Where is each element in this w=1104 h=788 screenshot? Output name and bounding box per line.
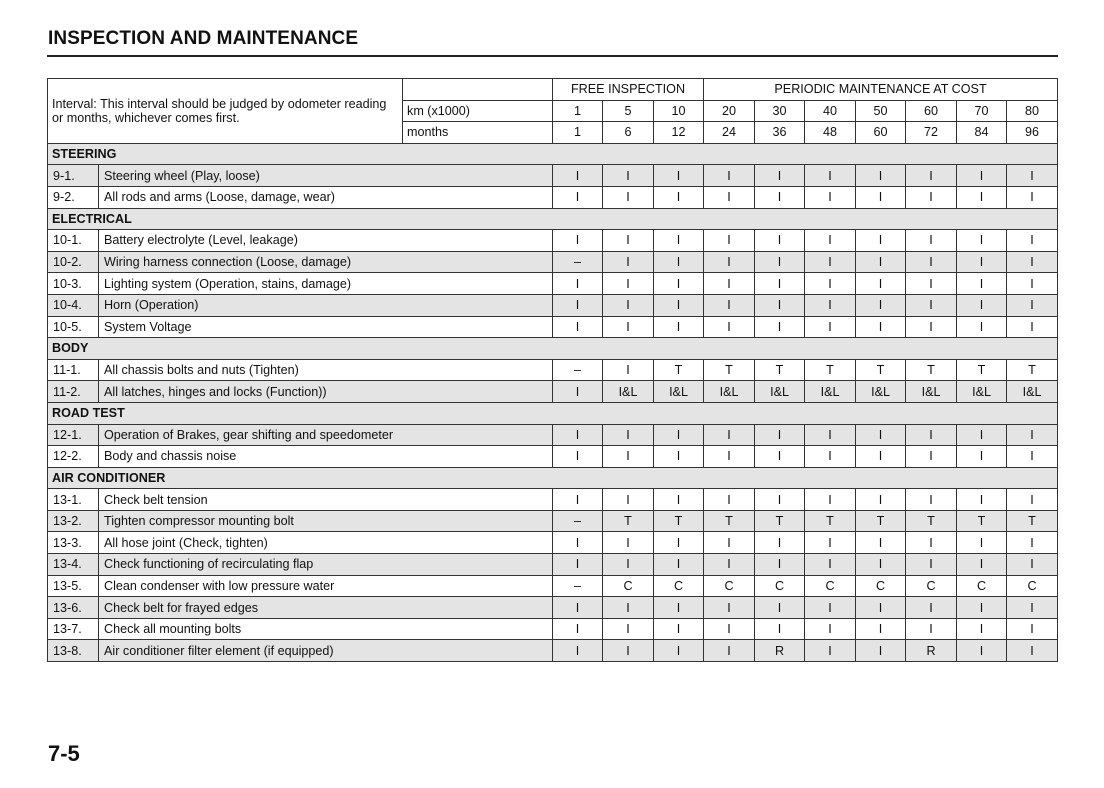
- months-label: months: [403, 122, 553, 144]
- interval-action-cell: I: [603, 251, 654, 273]
- interval-action-cell: I: [654, 316, 704, 338]
- interval-action-cell: I: [805, 532, 856, 554]
- interval-action-cell: I: [603, 618, 654, 640]
- interval-action-cell: I: [906, 316, 957, 338]
- interval-action-cell: I: [805, 597, 856, 619]
- section-header-row: [48, 467, 1058, 489]
- item-code: 13-5.: [48, 575, 99, 597]
- interval-action-cell: I: [805, 230, 856, 252]
- interval-action-cell: I: [603, 230, 654, 252]
- interval-action-cell: I: [1007, 273, 1058, 295]
- interval-action-cell: I: [553, 424, 603, 446]
- interval-action-cell: I: [805, 446, 856, 468]
- item-code: 9-1.: [48, 165, 99, 187]
- table-row: [48, 294, 1058, 316]
- interval-action-cell: C: [755, 575, 805, 597]
- interval-action-cell: I: [805, 316, 856, 338]
- interval-action-cell: T: [654, 510, 704, 532]
- interval-action-cell: I: [553, 273, 603, 295]
- interval-action-cell: I: [957, 597, 1007, 619]
- interval-action-cell: I: [553, 294, 603, 316]
- interval-action-cell: I: [755, 294, 805, 316]
- interval-action-cell: I: [805, 273, 856, 295]
- interval-action-cell: T: [704, 510, 755, 532]
- interval-action-cell: I: [654, 554, 704, 576]
- title-divider: [47, 55, 1058, 57]
- km-label: km (x1000): [403, 100, 553, 122]
- interval-action-cell: I: [755, 446, 805, 468]
- interval-action-cell: I: [654, 532, 704, 554]
- interval-action-cell: I: [755, 273, 805, 295]
- interval-action-cell: I: [906, 251, 957, 273]
- interval-action-cell: C: [856, 575, 906, 597]
- interval-action-cell: I: [755, 251, 805, 273]
- interval-action-cell: I: [603, 597, 654, 619]
- interval-action-cell: I: [603, 316, 654, 338]
- interval-action-cell: I: [553, 316, 603, 338]
- interval-action-cell: I&L: [654, 381, 704, 403]
- section-header-row: [48, 402, 1058, 424]
- section-header-row: [48, 208, 1058, 230]
- interval-action-cell: I: [957, 532, 1007, 554]
- table-row: [48, 532, 1058, 554]
- interval-action-cell: I: [1007, 489, 1058, 511]
- km-value-cell: 10: [654, 100, 704, 122]
- interval-action-cell: I: [1007, 446, 1058, 468]
- interval-action-cell: I: [704, 446, 755, 468]
- table-row: [48, 597, 1058, 619]
- interval-action-cell: T: [805, 510, 856, 532]
- interval-action-cell: I: [957, 640, 1007, 662]
- interval-action-cell: I: [1007, 230, 1058, 252]
- interval-action-cell: I: [906, 446, 957, 468]
- item-code: 13-2.: [48, 510, 99, 532]
- interval-action-cell: –: [553, 359, 603, 381]
- item-description: All chassis bolts and nuts (Tighten): [99, 359, 553, 381]
- interval-action-cell: I: [704, 294, 755, 316]
- interval-action-cell: I: [553, 640, 603, 662]
- interval-action-cell: T: [856, 510, 906, 532]
- table-row: [48, 424, 1058, 446]
- item-description: Body and chassis noise: [99, 446, 553, 468]
- interval-action-cell: I: [654, 597, 704, 619]
- interval-action-cell: I: [1007, 251, 1058, 273]
- interval-action-cell: I: [704, 554, 755, 576]
- interval-action-cell: I: [603, 294, 654, 316]
- months-value-cell: 84: [957, 122, 1007, 144]
- interval-action-cell: I: [1007, 618, 1058, 640]
- interval-action-cell: I: [654, 273, 704, 295]
- months-value-cell: 36: [755, 122, 805, 144]
- interval-action-cell: I: [906, 186, 957, 208]
- interval-action-cell: I: [755, 618, 805, 640]
- item-code: 13-7.: [48, 618, 99, 640]
- page-number: 7-5: [48, 741, 80, 766]
- interval-action-cell: I: [704, 316, 755, 338]
- interval-action-cell: I: [603, 554, 654, 576]
- section-title: ELECTRICAL: [48, 208, 1058, 230]
- interval-action-cell: I&L: [704, 381, 755, 403]
- months-value-cell: 6: [603, 122, 654, 144]
- table-row: [48, 510, 1058, 532]
- interval-action-cell: I: [654, 424, 704, 446]
- interval-action-cell: –: [553, 251, 603, 273]
- months-value-cell: 72: [906, 122, 957, 144]
- interval-action-cell: I&L: [805, 381, 856, 403]
- months-value-cell: 12: [654, 122, 704, 144]
- interval-action-cell: I: [654, 294, 704, 316]
- section-header-row: [48, 338, 1058, 360]
- interval-action-cell: I&L: [957, 381, 1007, 403]
- km-value-cell: 60: [906, 100, 957, 122]
- item-code: 13-1.: [48, 489, 99, 511]
- interval-action-cell: I: [1007, 165, 1058, 187]
- interval-action-cell: I: [603, 640, 654, 662]
- interval-action-cell: I: [704, 489, 755, 511]
- interval-action-cell: C: [957, 575, 1007, 597]
- table-row: [48, 359, 1058, 381]
- table-row: [48, 489, 1058, 511]
- interval-action-cell: I: [856, 186, 906, 208]
- interval-action-cell: I: [654, 489, 704, 511]
- interval-action-cell: T: [654, 359, 704, 381]
- months-value-cell: 96: [1007, 122, 1058, 144]
- interval-action-cell: I: [957, 424, 1007, 446]
- table-row: [48, 381, 1058, 403]
- interval-action-cell: R: [755, 640, 805, 662]
- periodic-maintenance-header: PERIODIC MAINTENANCE AT COST: [704, 79, 1058, 101]
- interval-action-cell: I: [856, 165, 906, 187]
- interval-action-cell: I: [805, 554, 856, 576]
- header-row-groups: [48, 79, 1058, 101]
- interval-action-cell: T: [1007, 359, 1058, 381]
- interval-action-cell: T: [856, 359, 906, 381]
- interval-action-cell: I: [704, 273, 755, 295]
- table-row: [48, 640, 1058, 662]
- item-code: 10-3.: [48, 273, 99, 295]
- interval-action-cell: I: [957, 230, 1007, 252]
- interval-action-cell: –: [553, 510, 603, 532]
- item-code: 13-3.: [48, 532, 99, 554]
- interval-action-cell: I&L: [1007, 381, 1058, 403]
- interval-action-cell: I: [957, 554, 1007, 576]
- interval-action-cell: I: [553, 618, 603, 640]
- interval-action-cell: I: [553, 597, 603, 619]
- interval-action-cell: I: [957, 618, 1007, 640]
- interval-action-cell: I: [957, 489, 1007, 511]
- free-inspection-header: FREE INSPECTION: [553, 79, 704, 101]
- table-row: [48, 230, 1058, 252]
- interval-action-cell: –: [553, 575, 603, 597]
- interval-action-cell: I: [603, 532, 654, 554]
- interval-action-cell: R: [906, 640, 957, 662]
- km-value-cell: 30: [755, 100, 805, 122]
- km-value-cell: 70: [957, 100, 1007, 122]
- interval-action-cell: I: [603, 186, 654, 208]
- interval-action-cell: T: [906, 359, 957, 381]
- km-value-cell: 1: [553, 100, 603, 122]
- item-description: Wiring harness connection (Loose, damage): [99, 251, 553, 273]
- interval-action-cell: T: [704, 359, 755, 381]
- interval-action-cell: I: [755, 489, 805, 511]
- km-value-cell: 20: [704, 100, 755, 122]
- interval-action-cell: I: [603, 165, 654, 187]
- interval-action-cell: I: [654, 230, 704, 252]
- interval-action-cell: I: [553, 489, 603, 511]
- interval-action-cell: I: [654, 165, 704, 187]
- interval-action-cell: I: [805, 251, 856, 273]
- item-code: 10-4.: [48, 294, 99, 316]
- item-code: 13-8.: [48, 640, 99, 662]
- interval-action-cell: I: [755, 186, 805, 208]
- interval-action-cell: I: [856, 446, 906, 468]
- interval-action-cell: I: [1007, 424, 1058, 446]
- interval-action-cell: I: [654, 446, 704, 468]
- interval-action-cell: I: [856, 640, 906, 662]
- interval-action-cell: I: [957, 273, 1007, 295]
- section-title: AIR CONDITIONER: [48, 467, 1058, 489]
- item-description: Battery electrolyte (Level, leakage): [99, 230, 553, 252]
- interval-action-cell: I: [654, 640, 704, 662]
- item-code: 11-2.: [48, 381, 99, 403]
- interval-action-cell: C: [654, 575, 704, 597]
- interval-action-cell: I&L: [603, 381, 654, 403]
- interval-action-cell: I: [805, 640, 856, 662]
- interval-action-cell: I: [704, 230, 755, 252]
- interval-action-cell: I: [553, 532, 603, 554]
- interval-action-cell: I: [906, 230, 957, 252]
- interval-action-cell: I: [553, 554, 603, 576]
- interval-action-cell: I: [654, 618, 704, 640]
- interval-action-cell: I: [755, 165, 805, 187]
- section-title: BODY: [48, 338, 1058, 360]
- interval-action-cell: I: [755, 230, 805, 252]
- interval-action-cell: C: [906, 575, 957, 597]
- table-row: [48, 186, 1058, 208]
- interval-action-cell: I: [755, 424, 805, 446]
- interval-action-cell: I: [704, 640, 755, 662]
- interval-action-cell: I: [755, 532, 805, 554]
- interval-action-cell: C: [1007, 575, 1058, 597]
- item-code: 10-5.: [48, 316, 99, 338]
- interval-action-cell: I: [553, 446, 603, 468]
- interval-action-cell: I: [553, 165, 603, 187]
- interval-action-cell: I: [906, 597, 957, 619]
- interval-action-cell: I: [957, 165, 1007, 187]
- interval-action-cell: C: [704, 575, 755, 597]
- section-title: STEERING: [48, 143, 1058, 165]
- interval-action-cell: I: [603, 446, 654, 468]
- table-row: [48, 273, 1058, 295]
- interval-action-cell: I&L: [906, 381, 957, 403]
- interval-action-cell: I: [1007, 532, 1058, 554]
- km-value-cell: 80: [1007, 100, 1058, 122]
- table-row: [48, 316, 1058, 338]
- interval-action-cell: C: [603, 575, 654, 597]
- interval-action-cell: I: [957, 316, 1007, 338]
- interval-action-cell: I: [906, 294, 957, 316]
- table-row: [48, 554, 1058, 576]
- item-code: 10-2.: [48, 251, 99, 273]
- interval-action-cell: I: [957, 186, 1007, 208]
- item-code: 13-6.: [48, 597, 99, 619]
- interval-action-cell: I: [957, 251, 1007, 273]
- interval-action-cell: I: [856, 597, 906, 619]
- interval-action-cell: I: [755, 597, 805, 619]
- section-title: ROAD TEST: [48, 402, 1058, 424]
- item-description: All latches, hinges and locks (Function)): [99, 381, 553, 403]
- interval-action-cell: I: [1007, 294, 1058, 316]
- interval-action-cell: I: [805, 186, 856, 208]
- item-code: 9-2.: [48, 186, 99, 208]
- interval-action-cell: I: [704, 618, 755, 640]
- item-description: Lighting system (Operation, stains, damage): [99, 273, 553, 295]
- item-description: Steering wheel (Play, loose): [99, 165, 553, 187]
- interval-action-cell: I: [856, 489, 906, 511]
- interval-action-cell: I: [906, 165, 957, 187]
- interval-action-cell: I: [805, 424, 856, 446]
- interval-action-cell: I: [704, 186, 755, 208]
- interval-note: Interval: This interval should be judged by odometer reading or months, whichever comes first.: [48, 79, 403, 144]
- item-code: 12-1.: [48, 424, 99, 446]
- months-value-cell: 48: [805, 122, 856, 144]
- interval-action-cell: I&L: [755, 381, 805, 403]
- item-description: Horn (Operation): [99, 294, 553, 316]
- item-description: Check belt tension: [99, 489, 553, 511]
- interval-action-cell: T: [805, 359, 856, 381]
- interval-action-cell: I: [906, 489, 957, 511]
- interval-action-cell: C: [805, 575, 856, 597]
- interval-action-cell: I: [856, 532, 906, 554]
- table-row: [48, 618, 1058, 640]
- section-header-row: [48, 143, 1058, 165]
- item-description: Check functioning of recirculating flap: [99, 554, 553, 576]
- interval-action-cell: I: [704, 597, 755, 619]
- item-description: Operation of Brakes, gear shifting and speedometer: [99, 424, 553, 446]
- interval-action-cell: I: [805, 489, 856, 511]
- interval-action-cell: I: [603, 359, 654, 381]
- interval-action-cell: I: [1007, 554, 1058, 576]
- interval-action-cell: I: [856, 273, 906, 295]
- interval-action-cell: I: [906, 532, 957, 554]
- table-row: [48, 165, 1058, 187]
- interval-action-cell: I: [553, 381, 603, 403]
- interval-action-cell: I: [856, 424, 906, 446]
- item-description: Clean condenser with low pressure water: [99, 575, 553, 597]
- interval-action-cell: T: [957, 510, 1007, 532]
- interval-action-cell: I: [856, 230, 906, 252]
- interval-action-cell: I: [957, 446, 1007, 468]
- km-value-cell: 40: [805, 100, 856, 122]
- interval-action-cell: I: [957, 294, 1007, 316]
- interval-action-cell: I: [704, 424, 755, 446]
- interval-action-cell: I: [1007, 186, 1058, 208]
- interval-action-cell: I: [906, 273, 957, 295]
- interval-action-cell: I: [1007, 640, 1058, 662]
- km-value-cell: 50: [856, 100, 906, 122]
- item-code: 13-4.: [48, 554, 99, 576]
- item-description: Tighten compressor mounting bolt: [99, 510, 553, 532]
- months-value-cell: 24: [704, 122, 755, 144]
- interval-action-cell: I: [603, 424, 654, 446]
- item-description: System Voltage: [99, 316, 553, 338]
- interval-action-cell: T: [957, 359, 1007, 381]
- item-code: 11-1.: [48, 359, 99, 381]
- page-title: INSPECTION AND MAINTENANCE: [48, 28, 359, 49]
- interval-action-cell: I: [553, 186, 603, 208]
- interval-action-cell: I: [704, 165, 755, 187]
- interval-action-cell: I: [1007, 597, 1058, 619]
- interval-action-cell: T: [755, 359, 805, 381]
- interval-action-cell: I: [805, 618, 856, 640]
- km-value-cell: 5: [603, 100, 654, 122]
- months-value-cell: 1: [553, 122, 603, 144]
- interval-action-cell: T: [906, 510, 957, 532]
- interval-action-cell: I: [654, 251, 704, 273]
- table-row: [48, 446, 1058, 468]
- interval-action-cell: I: [553, 230, 603, 252]
- interval-action-cell: I: [856, 554, 906, 576]
- interval-action-cell: I: [805, 294, 856, 316]
- interval-action-cell: I: [906, 554, 957, 576]
- header-blank-cell: [403, 79, 553, 101]
- table-row: [48, 575, 1058, 597]
- interval-action-cell: T: [1007, 510, 1058, 532]
- interval-action-cell: I: [906, 618, 957, 640]
- item-description: All rods and arms (Loose, damage, wear): [99, 186, 553, 208]
- interval-action-cell: I: [704, 532, 755, 554]
- interval-action-cell: I: [654, 186, 704, 208]
- interval-action-cell: I: [755, 316, 805, 338]
- interval-action-cell: I: [856, 294, 906, 316]
- interval-action-cell: I: [1007, 316, 1058, 338]
- item-code: 10-1.: [48, 230, 99, 252]
- maintenance-schedule-table: [47, 78, 1058, 662]
- item-description: Check all mounting bolts: [99, 618, 553, 640]
- interval-action-cell: I&L: [856, 381, 906, 403]
- interval-action-cell: I: [603, 273, 654, 295]
- months-value-cell: 60: [856, 122, 906, 144]
- interval-action-cell: I: [906, 424, 957, 446]
- interval-action-cell: T: [755, 510, 805, 532]
- item-code: 12-2.: [48, 446, 99, 468]
- interval-action-cell: I: [856, 251, 906, 273]
- interval-action-cell: I: [856, 316, 906, 338]
- interval-action-cell: T: [603, 510, 654, 532]
- item-description: Check belt for frayed edges: [99, 597, 553, 619]
- item-description: Air conditioner filter element (if equipped): [99, 640, 553, 662]
- interval-action-cell: I: [856, 618, 906, 640]
- interval-action-cell: I: [805, 165, 856, 187]
- interval-action-cell: I: [704, 251, 755, 273]
- interval-action-cell: I: [755, 554, 805, 576]
- table-row: [48, 251, 1058, 273]
- interval-action-cell: I: [603, 489, 654, 511]
- item-description: All hose joint (Check, tighten): [99, 532, 553, 554]
